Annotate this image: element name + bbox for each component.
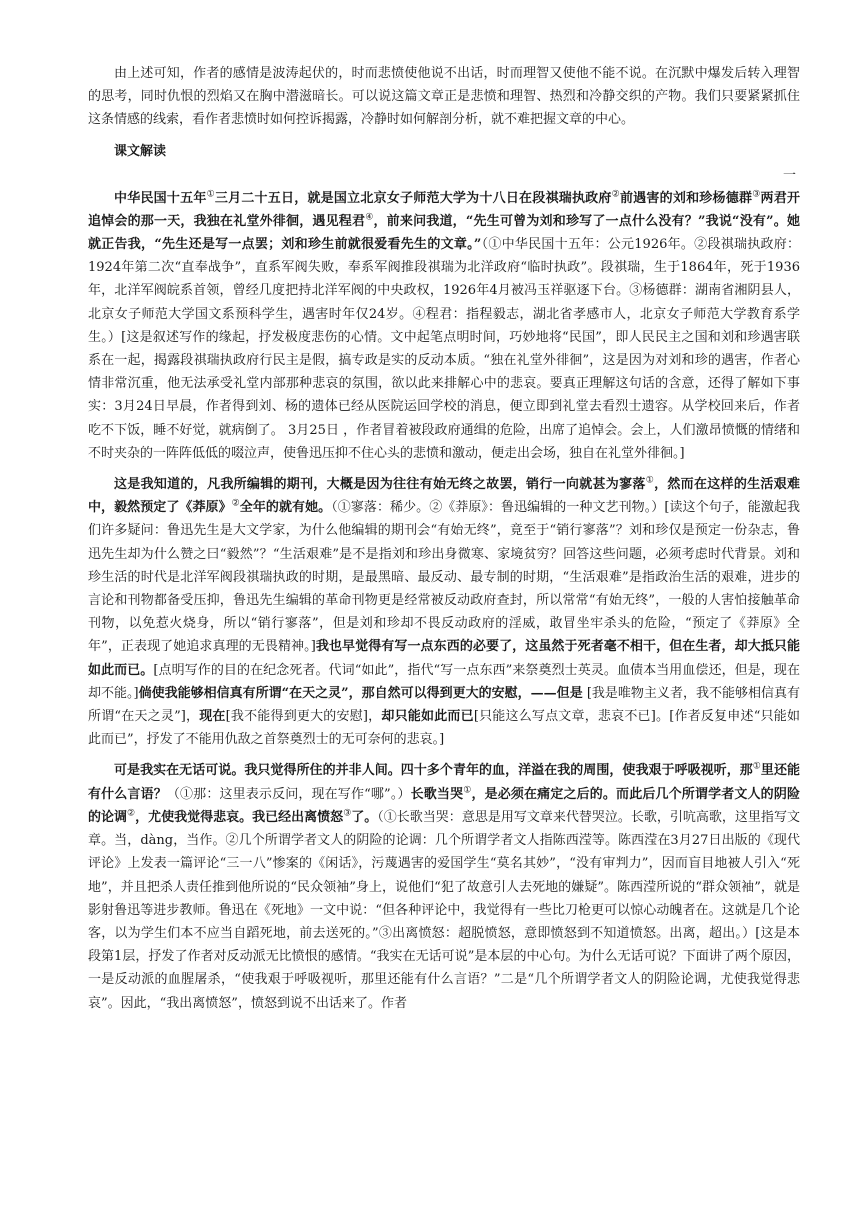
footnote-marker: ②	[231, 498, 240, 509]
text-bold: ，然而在这样的生活艰难中，毅然预定了《莽原》	[88, 477, 800, 516]
annotation-text: （①长歌当哭：意思是用写文章来代替哭泣。长歌，引吭高歌，这里指写文章。当，dàng，当作。②几个所谓学者文人的阴险的论调：几个所谓学者文人指陈西滢等。陈西滢在3月27日出版的《现代评论》上发表一篇评论“三一八”惨案的《闲话》，污蔑遇害的爱国学生“莫名其妙”，“没有审判力”，因而盲目地被人引入“死地”，并且把杀人责任推到他所说的“民众领袖”身上，说他们“犯了故意引人去死地的嫌疑”。陈西滢所说的“群众领袖”，就是影射鲁迅等进步教师。鲁迅在《死地》一文中说：“但各种评论中，我觉得有一些比刀枪更可以惊心动魄者在。这就是几个论客，以为学生们本不应当自蹈死地，前去送死的。”③出离愤怒：超脱愤怒，意即愤怒到不知道愤怒。出离，超出。）[这是本段第1层，抒发了作者对反动派无比愤恨的感情。“我实在无话可说”是本层的中心句。为什么无话可说？下面讲了两个原因，一是反动派的血腥屠杀，“使我艰于呼吸视听，那里还能有什么言语？”二是“几个所谓学者文人的阴险论调，尤使我觉得悲哀”。因此，“我出离愤怒”，愤怒到说不出话来了。作者	[88, 809, 800, 1011]
annotation-text: （①中华民国十五年：公元1926年。②段祺瑞执政府：1924年第二次“直奉战争”，直系军阀失败，奉系军阀推段祺瑞为北洋政府“临时执政”。段祺瑞，生于1864年，死于1936年，北洋军阀皖系首领，曾经几度把持北洋军阀的中央政权，1926年4月被冯玉祥驱逐下台。③杨德群：湖南省湘阴县人，北京女子师范大学国文系预科学生，遇害时年仅24岁。④程君：指程毅志，湖北省孝感市人，北京女子师范大学教育系学生。）[这是叙述写作的缘起，抒发极度悲伤的心情。文中起笔点明时间，巧妙地将“民国”，即人民民主之国和刘和珍遇害联系在一起，揭露段祺瑞执政府行民主是假，搞专政是实的反动本质。“独在礼堂外徘徊”，这是因为对刘和珍的遇害，作者心情非常沉重，他无法承受礼堂内部那种悲哀的氛围，欲以此来排解心中的悲哀。要真正理解这句话的含意，还得了解如下事实：3月24日早晨，作者得到刘、杨的遗体已经从医院运回学校的消息，便立即到礼堂去看烈士遗容。从学校回来后，作者吃不下饭，睡不好觉，就病倒了。 3月25日 ，作者冒着被段政府通缉的危险，出席了追悼会。会上，人们激昂愤慨的情绪和不时夹杂的一阵阵低低的啜泣声，使鲁迅压抑不住心头的悲愤和激动，便走出会场，独自在礼堂外徘徊。]	[88, 237, 800, 461]
text-bold: ，是必须在痛定之后的。而此后几个所谓学者文人的阴险的论调	[88, 786, 800, 825]
footnote-marker: ②	[611, 189, 620, 200]
text-bold: 两君开追悼会的那一天，我独在礼堂外徘徊，遇见程君	[88, 190, 800, 229]
footnote-marker: ③	[752, 189, 761, 200]
text-bold: 里还能有什么言语？	[88, 763, 800, 802]
annotation-text: [只能这么写点文章，悲哀不已]。[作者反复申述“只能如此而已”，抒发了不能用仇敌之首祭奠烈士的无可奈何的悲哀。]	[88, 709, 800, 748]
footnote-marker: ④	[365, 212, 374, 223]
annotation-text: （①那：这里表示反问，现在写作“哪”。）	[166, 786, 411, 802]
footnote-marker: ①	[645, 475, 655, 486]
section-heading: 课文解读	[114, 143, 167, 159]
text-bold: 中华民国十五年	[114, 190, 207, 206]
paragraph-1	[88, 187, 800, 465]
paragraph-2	[88, 473, 800, 751]
paragraph-3	[88, 759, 800, 1014]
text-bold: 长歌当哭	[410, 786, 464, 802]
text-bold: 却只能如此而已	[381, 709, 474, 725]
text-bold: 前遇害的刘和珍杨德群	[619, 190, 753, 206]
annotation-text: [我是唯物主义者，我不能够相信真有所谓“在天之灵”]，	[88, 685, 800, 725]
intro-paragraph: 由上述可知，作者的感情是波涛起伏的，时而悲愤使他说不出话，时而理智又使他不能不说。在沉默中爆发后转入理智的思考，同时仇恨的烈焰又在胸中潜滋暗长。可以说这篇文章正是悲愤和理智、热烈和冷静交织的产物。我们只要紧紧抓住这条情感的线索，看作者悲愤时如何控诉揭露，冷静时如何解剖分析，就不难把握文章的中心。	[88, 66, 800, 128]
annotation-text: [我不能得到更大的安慰]，	[225, 709, 382, 725]
footnote-marker: ②	[127, 808, 136, 819]
section-number: 一	[782, 167, 796, 183]
text-bold: 倘使我能够相信真有所谓“在天之灵”，那自然可以得到更大的安慰，——但是	[138, 685, 583, 701]
text-bold: 了。	[351, 809, 378, 825]
text-bold: 可是我实在无话可说。我只觉得所住的并非人间。四十多个青年的血，洋溢在我的周围，使我艰于呼吸视听，那	[114, 763, 753, 779]
annotation-text: （①寥落：稀少。②《莽原》：鲁迅编辑的一种文艺刊物。）[读这个句子，能激起我们许多疑问：鲁迅先生是大文学家，为什么他编辑的期刊会“有始无终”，竟至于“销行寥落”？刘和珍仅是预定一份杂志，鲁迅先生却为什么赞之曰“毅然”？“生活艰难”是不是指刘和珍出身微寒、家境贫穷？回答这些问题，必须考虑时代背景。刘和珍生活的时代是北洋军阀段祺瑞执政的时期，是最黑暗、最反动、最专制的时期，“生活艰难”是指政治生活的艰难，进步的言论和刊物都备受压抑，鲁迅先生编辑的革命刊物更是经常被反动政府查封，所以常常“有始无终”，一般的人害怕接触革命刊物，以免惹火烧身，所以“销行寥落”，但是刘和珍却不畏反动政府的淫威，敢冒坐牢杀头的危险，“预定了《莽原》全年”，正表现了她追求真理的无畏精神。]	[88, 500, 800, 655]
footnote-marker: ①	[463, 785, 472, 796]
annotation-text: [点明写作的目的在纪念死者。代词“如此”，指代“写一点东西”来祭奠烈士英灵。血债本当用血偿还，但是，现在却不能。]	[88, 662, 800, 701]
text-bold: 全年的就有她。	[239, 500, 332, 516]
footnote-marker: ③	[343, 808, 352, 819]
footnote-marker: ①	[206, 189, 215, 200]
text-bold: ，前来问我道，“先生可曾为刘和珍写了一点什么没有？”我说“没有”。她就正告我，“先生还是写一点罢；刘和珍生前就很爱看先生的文章。”	[88, 213, 800, 253]
document-page	[88, 62, 800, 1023]
text-bold: ，尤使我觉得悲哀。我已经出离愤怒	[135, 809, 344, 825]
footnote-marker: ①	[752, 762, 761, 773]
text-bold: 三月二十五日，就是国立北京女子师范大学为十八日在段祺瑞执政府	[214, 190, 612, 206]
text-bold: 现在	[199, 709, 226, 725]
text-bold: 这是我知道的，凡我所编辑的期刊，大概是因为往往有始无终之故罢，销行一向就甚为寥落	[114, 477, 646, 493]
text-bold: 我也早觉得有写一点东西的必要了，这虽然于死者毫不相干，但在生者，却大抵只能如此而已。	[88, 639, 800, 678]
